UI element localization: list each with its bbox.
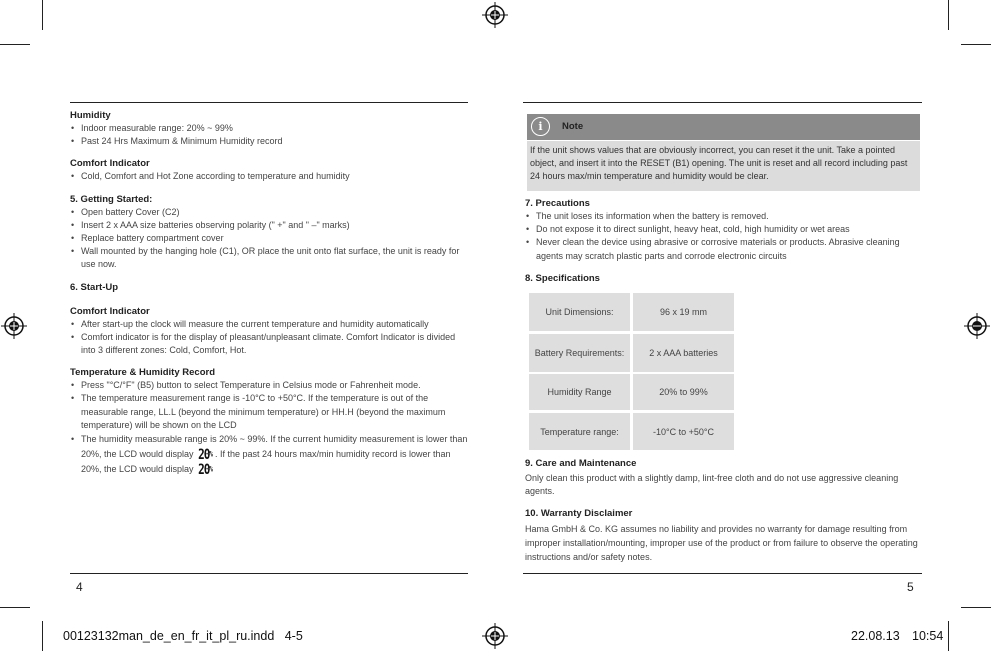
start-up-heading: 6. Start-Up xyxy=(70,281,119,293)
list-item: • Press "°C/°F" (B5) button to select Temperature in Celsius mode or Fahrenheit mode. xyxy=(81,379,468,392)
crop-mark xyxy=(0,44,30,45)
crop-mark xyxy=(0,607,30,608)
humidity-text-b: . If the past 24 hours max/min humidity record is lower than 20%, the LCD would display xyxy=(81,449,451,475)
crop-mark xyxy=(961,607,991,608)
lcd-display-icon xyxy=(198,460,213,478)
getting-started-heading: 5. Getting Started: xyxy=(70,193,153,205)
specifications-heading: 8. Specifications xyxy=(525,272,600,284)
list-item: • Do not expose it to direct sunlight, heavy heat, cold, high humidity or wet areas xyxy=(536,223,921,236)
spec-label-cell: Unit Dimensions: xyxy=(529,293,630,331)
crop-mark xyxy=(948,621,949,651)
left-column xyxy=(70,109,468,477)
humidity-list xyxy=(70,122,468,148)
care-text: Only clean this product with a slightly damp, lint-free cloth and do not use aggressive cleaning agents. xyxy=(525,473,899,497)
temp-record-list xyxy=(70,379,468,477)
comfort-startup-list xyxy=(70,318,468,358)
page-number-right: 5 xyxy=(907,580,914,594)
spec-label-cell: Battery Requirements: xyxy=(529,334,630,372)
getting-started-list xyxy=(70,206,468,272)
warranty-heading: 10. Warranty Disclaimer xyxy=(525,508,633,520)
list-item: • The temperature measurement range is -10°C to +50°C. If the temperature is out of the measurable range, LL.L (beyond the minimum temperature) or HH.H (beyond the maximum temperature) will be shown on the LCD xyxy=(81,392,468,432)
warranty-text: Hama GmbH & Co. KG assumes no liability and provides no warranty for damage resulting from improper installation/mounting, improper use of the product or from failure to observe the operating instructions and/or safety notes. xyxy=(525,524,918,563)
list-item: • Insert 2 x AAA size batteries observing polarity (" +" and " –" marks) xyxy=(81,219,468,232)
crop-mark xyxy=(42,621,43,651)
slug-date: 22.08.13 xyxy=(851,629,900,643)
temp-humidity-record-heading: Temperature & Humidity Record xyxy=(70,367,215,379)
spec-value-cell: 96 x 19 mm xyxy=(633,293,734,331)
lcd-value: 20 xyxy=(198,445,210,463)
slug-filename: 00123132man_de_en_fr_it_pl_ru.indd 4-5 xyxy=(63,629,303,643)
registration-mark-icon xyxy=(482,623,508,649)
list-item: • After start-up the clock will measure the current temperature and humidity automatically xyxy=(81,318,468,331)
top-rule-left xyxy=(70,102,468,103)
comfort-list xyxy=(70,170,468,183)
registration-mark-icon xyxy=(964,313,990,339)
list-item: • Comfort indicator is for the display of pleasant/unpleasant climate. Comfort Indicator is divided into 3 different zones: Cold, Comfort, Hot. xyxy=(81,331,468,357)
precautions-heading: 7. Precautions xyxy=(525,198,590,209)
lcd-unit: % xyxy=(209,449,213,459)
slug-time: 10:54 xyxy=(912,629,944,643)
comfort-indicator-heading: Comfort Indicator xyxy=(70,158,150,170)
spec-value-cell: 20% to 99% xyxy=(633,374,734,410)
precautions-list xyxy=(525,210,921,263)
care-heading: 9. Care and Maintenance xyxy=(525,458,637,469)
bottom-rule-left xyxy=(70,573,468,574)
registration-mark-icon xyxy=(482,2,508,28)
note-body: If the unit shows values that are obviously incorrect, you can reset it the unit. Take a pointed object, and insert it into the RESET (B1) opening. The unit is reset and all record including past 24 hours max/min temperature and humidity would be clear. xyxy=(527,141,920,191)
list-item: • Indoor measurable range: 20% ~ 99% xyxy=(81,122,468,135)
lcd-unit: % xyxy=(209,464,213,474)
lcd-value: 20 xyxy=(198,460,210,478)
spec-label-cell: Humidity Range xyxy=(529,374,630,410)
humidity-text-a: The humidity measurable range is 20% ~ 99%. If the current humidity measurement is lower than 20%, the LCD would display xyxy=(81,434,468,460)
top-rule-right xyxy=(523,102,922,103)
list-item xyxy=(81,432,468,477)
registration-mark-icon xyxy=(1,313,27,339)
spec-value-cell: -10°C to +50°C xyxy=(633,413,734,450)
list-item: • Open battery Cover (C2) xyxy=(81,206,468,219)
humidity-heading: Humidity xyxy=(70,110,111,121)
list-item: • The unit loses its information when the battery is removed. xyxy=(536,210,921,223)
crop-mark xyxy=(961,44,991,45)
lcd-display-icon xyxy=(198,445,213,463)
right-column-bottom xyxy=(525,457,923,564)
bottom-rule-right xyxy=(523,573,922,574)
list-item: • Wall mounted by the hanging hole (C1), OR place the unit onto flat surface, the unit is ready for use now. xyxy=(81,245,468,271)
crop-mark xyxy=(948,0,949,30)
spec-label-cell: Temperature range: xyxy=(529,413,630,450)
spec-value-cell: 2 x AAA batteries xyxy=(633,334,734,372)
crop-mark xyxy=(42,0,43,30)
page-number-left: 4 xyxy=(76,580,83,594)
list-item: • Replace battery compartment cover xyxy=(81,232,468,245)
list-item: • Past 24 Hrs Maximum & Minimum Humidity record xyxy=(81,135,468,148)
note-label: Note xyxy=(562,121,584,132)
list-item: • Never clean the device using abrasive or corrosive materials or products. Abrasive cleaning agents may scratch plastic parts and corrode electronic circuits xyxy=(536,236,921,262)
comfort-indicator-heading: Comfort Indicator xyxy=(70,305,150,317)
note-header xyxy=(527,114,920,140)
right-column-top xyxy=(525,197,921,285)
list-item: • Cold, Comfort and Hot Zone according to temperature and humidity xyxy=(81,170,468,183)
info-icon: i xyxy=(531,117,550,136)
